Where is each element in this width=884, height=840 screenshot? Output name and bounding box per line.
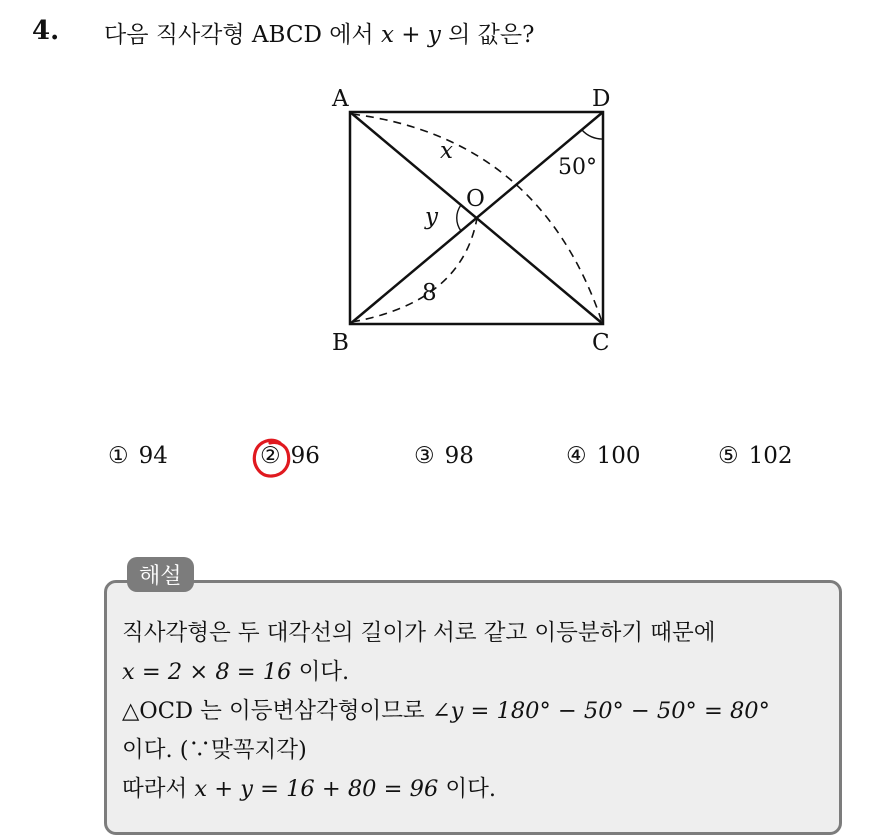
question-text-before: 다음 직사각형 ABCD 에서 — [104, 22, 381, 48]
choice-number: ④ — [566, 443, 587, 469]
choice-1[interactable] — [108, 443, 168, 469]
label-b: B — [332, 330, 349, 356]
question-math: x + y — [380, 22, 441, 48]
choice-value: 98 — [444, 443, 474, 469]
solution-line-4: 이다. (∵맞꼭지각) — [122, 737, 307, 763]
solution-line-3 — [122, 693, 770, 725]
label-y: y — [425, 204, 438, 230]
label-c: C — [592, 330, 610, 356]
solution-math: x + y = 16 + 80 = 96 — [194, 776, 439, 802]
choice-value: 94 — [138, 443, 168, 469]
choice-value: 96 — [290, 443, 320, 469]
label-length: 8 — [422, 280, 437, 306]
choice-number: ⑤ — [718, 443, 739, 469]
choice-number: ② — [260, 443, 281, 469]
choice-4[interactable] — [566, 443, 641, 469]
solution-text: 따라서 — [122, 776, 195, 802]
label-o: O — [466, 186, 485, 212]
solution-text: △OCD 는 이등변삼각형이므로 — [122, 698, 432, 724]
question-text-after: 의 값은? — [440, 22, 535, 48]
label-a: A — [332, 86, 349, 112]
solution-line-2 — [122, 654, 349, 686]
label-d: D — [592, 86, 611, 112]
choice-value: 102 — [748, 443, 793, 469]
angle-arc-y — [457, 205, 461, 231]
solution-tag: 해설 — [127, 557, 194, 592]
solution-line-1: 직사각형은 두 대각선의 길이가 서로 같고 이등분하기 때문에 — [122, 620, 716, 646]
choice-2[interactable] — [260, 443, 320, 469]
answer-choices — [108, 443, 828, 483]
choice-value: 100 — [596, 443, 641, 469]
choice-5[interactable] — [718, 443, 793, 469]
choice-number: ① — [108, 443, 129, 469]
rectangle-figure — [320, 78, 640, 368]
solution-math: ∠y = 180° − 50° − 50° = 80° — [431, 698, 770, 724]
label-x: x — [440, 138, 453, 164]
angle-arc-50 — [582, 130, 603, 139]
solution-line-5 — [122, 771, 496, 803]
question-number: 4. — [32, 16, 60, 46]
solution-math: x = 2 × 8 = 16 — [122, 659, 292, 685]
choice-number: ③ — [414, 443, 435, 469]
question-text — [104, 16, 534, 49]
choice-3[interactable] — [414, 443, 474, 469]
solution-text: 이다. — [291, 659, 350, 685]
label-angle-50: 50° — [558, 155, 597, 180]
rectangle-diagram — [320, 78, 640, 368]
solution-text-end: 이다. — [438, 776, 497, 802]
